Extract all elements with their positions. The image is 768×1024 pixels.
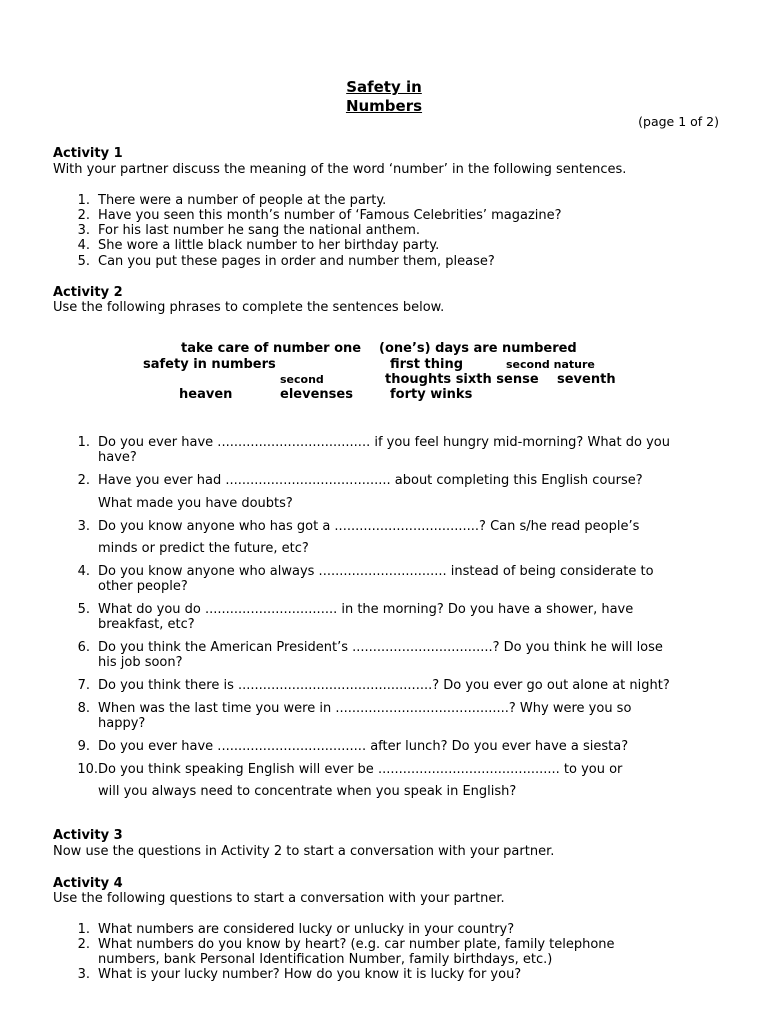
activity2-instruction: Use the following phrases to complete the sentences below. [53, 300, 445, 315]
activity3-instruction: Now use the questions in Activity 2 to start a conversation with your partner. [53, 844, 555, 859]
list-number: 6. [77, 640, 90, 655]
list-number: 4. [77, 238, 90, 253]
activity2-item-line: Do you think the American President’s ..................................? Do you think he will lose [98, 640, 663, 655]
list-number: 1. [77, 922, 90, 937]
activity2-item-line: other people? [98, 579, 188, 594]
list-number: 7. [77, 678, 90, 693]
phrase: elevenses [280, 387, 353, 402]
list-number: 10. [77, 762, 98, 777]
phrase: first thing [390, 357, 464, 372]
activity4-item-line: What numbers are considered lucky or unlucky in your country? [98, 922, 515, 937]
list-number: 2. [77, 473, 90, 488]
phrase: heaven [179, 387, 233, 402]
activity4-heading: Activity 4 [53, 876, 123, 891]
activity2-item-line: Do you know anyone who has got a ...................................? Can s/he read people’s [98, 519, 640, 534]
activity2-item-line: What made you have doubts? [98, 496, 293, 511]
activity4-item-line: numbers, bank Personal Identification Number, family birthdays, etc.) [98, 952, 553, 967]
activity2-item-line: Do you know anyone who always ............................... instead of being considerate to [98, 564, 654, 579]
activity2-item-line: happy? [98, 716, 146, 731]
activity1-item: She wore a little black number to her birthday party. [98, 238, 440, 253]
activity2-item-line: Do you think there is ...............................................? Do you ever go out alone at night? [98, 678, 670, 693]
list-number: 4. [77, 564, 90, 579]
activity2-item-line: Do you ever have ..................................... if you feel hungry mid-morning? What do you [98, 435, 670, 450]
activity3-heading: Activity 3 [53, 828, 123, 843]
activity2-item-line: his job soon? [98, 655, 183, 670]
activity2-item-line: What do you do ................................ in the morning? Do you have a shower, have [98, 602, 634, 617]
activity2-item-line: Do you think speaking English will ever be ............................................ to you or [98, 762, 623, 777]
phrase: seventh [557, 372, 616, 387]
list-number: 3. [77, 223, 90, 238]
activity2-heading: Activity 2 [53, 285, 123, 300]
list-number: 2. [77, 208, 90, 223]
activity2-item-line: Have you ever had ........................................ about completing this English course? [98, 473, 643, 488]
activity2-item-line: Do you ever have .................................... after lunch? Do you ever have a siesta? [98, 739, 629, 754]
list-number: 5. [77, 602, 90, 617]
phrase: (one’s) days are numbered [379, 341, 577, 356]
list-number: 1. [77, 435, 90, 450]
list-number: 1. [77, 193, 90, 208]
activity2-item-line: breakfast, etc? [98, 617, 195, 632]
activity1-item: Can you put these pages in order and number them, please? [98, 254, 495, 269]
phrase: safety in numbers [143, 357, 276, 372]
phrase: take care of number one [181, 341, 362, 356]
list-number: 8. [77, 701, 90, 716]
activity4-item-line: What numbers do you know by heart? (e.g. car number plate, family telephone [98, 937, 615, 952]
activity1-heading: Activity 1 [53, 146, 123, 161]
activity2-item-line: have? [98, 450, 137, 465]
phrase: forty winks [390, 387, 473, 402]
activity1-item: For his last number he sang the national anthem. [98, 223, 421, 238]
activity2-item-line: minds or predict the future, etc? [98, 541, 309, 556]
page-indicator: (page 1 of 2) [638, 114, 719, 129]
activity4-item-line: What is your lucky number? How do you know it is lucky for you? [98, 967, 522, 982]
activity1-instruction: With your partner discuss the meaning of the word ‘number’ in the following sentences. [53, 162, 627, 177]
activity1-item: There were a number of people at the party. [98, 193, 387, 208]
title-line-1: Safety in [346, 78, 422, 96]
list-number: 3. [77, 519, 90, 534]
list-number: 9. [77, 739, 90, 754]
phrase: second nature [506, 358, 595, 371]
list-number: 5. [77, 254, 90, 269]
activity2-item-line: will you always need to concentrate when you speak in English? [98, 784, 517, 799]
title-line-2: Numbers [345, 97, 423, 115]
activity2-item-line: When was the last time you were in ..........................................? Why were you so [98, 701, 632, 716]
phrase: thoughts sixth sense [385, 372, 539, 387]
activity4-instruction: Use the following questions to start a conversation with your partner. [53, 891, 505, 906]
list-number: 3. [77, 967, 90, 982]
phrase: second [280, 373, 324, 386]
list-number: 2. [77, 937, 90, 952]
activity1-item: Have you seen this month’s number of ‘Famous Celebrities’ magazine? [98, 208, 562, 223]
